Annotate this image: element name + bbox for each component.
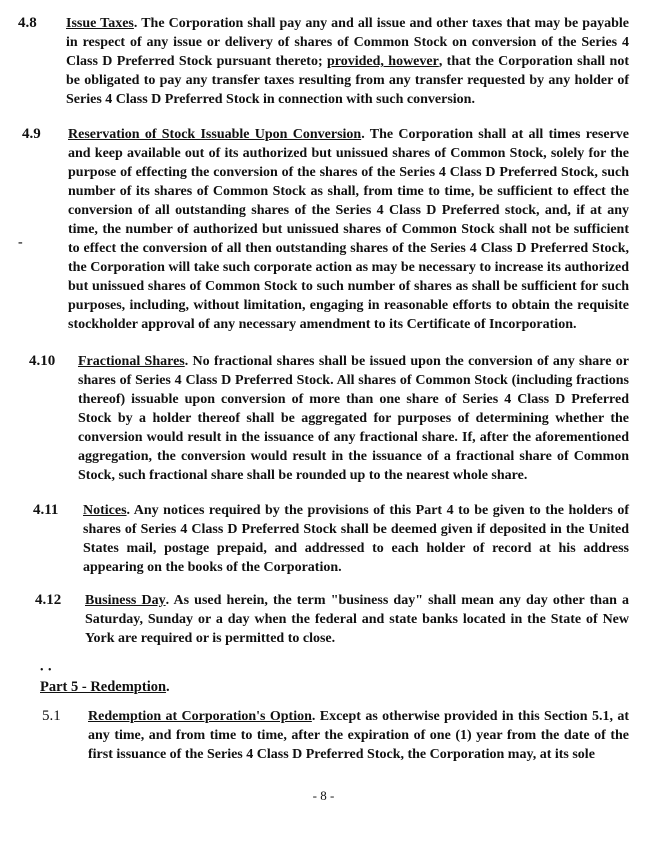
section-number: 4.11	[33, 502, 59, 518]
section-text: , that the Corporation shall not be obligated to pay any transfer taxes resulting from any transfer requested by any holder of Series 4 Class D Preferred Stock in connection with such conversion.	[66, 54, 629, 107]
section-body	[83, 501, 629, 577]
section-body	[78, 352, 629, 485]
section-text: . Any notices required by the provisions of this Part 4 to be given to the holders of shares of Series 4 Class D Preferred Stock shall be deemed given if deposited in the United States mail, postage prepaid, and addressed to each holder of record at his address appearing on the books of the Corporation.	[83, 503, 629, 575]
section-number: 4.12	[35, 592, 62, 608]
section-body	[66, 14, 629, 109]
section-heading: Business Day	[85, 593, 166, 608]
section-heading: Fractional Shares	[78, 354, 185, 369]
section-body	[85, 591, 629, 648]
section-5-1	[42, 707, 629, 764]
part-heading-text: Part 5 - Redemption	[40, 679, 167, 695]
section-text: . No fractional shares shall be issued upon the conversion of any share or shares of Series 4 Class D Preferred Stock. All shares of Common Stock (including fractions thereof) issuable upon conversion of more than one share of Series 4 Class D Preferred Stock by a holder thereof shall be aggregated for purposes of determining whether the conversion would result in the issuance of any fractional share. If, after the aforementioned aggregation, the conversion would result in the issuance of a fractional share of Common Stock, such fractional share shall be rounded up to the nearest whole share.	[78, 354, 630, 483]
section-text: . As used herein, the term "business day" shall mean any day other than a Saturday, Sunday or a day when the federal and state banks located in the State of New York are required or is permitted to close.	[85, 593, 630, 646]
margin-dots: • •	[40, 665, 53, 676]
section-body	[88, 707, 629, 764]
section-number: 5.1	[42, 708, 61, 724]
emphasis-text: provided, however	[327, 54, 439, 69]
section-4-11	[33, 501, 629, 577]
section-heading: Issue Taxes	[66, 16, 134, 31]
section-heading: Notices	[83, 503, 127, 518]
section-number: 4.10	[29, 353, 56, 369]
section-number: 4.8	[18, 15, 37, 31]
part-heading	[40, 678, 629, 697]
section-number: 4.9	[22, 126, 41, 142]
section-text: . The Corporation shall at all times reserve and keep available out of its authorized but unissued shares of Common Stock, solely for the purpose of effecting the conversion of the shares of the Series 4 Class D Preferred Stock, such number of its shares of Common Stock as shall, from time to time, be sufficient to effect the conversion of all outstanding shares of the Series 4 Class D Preferred stock, and, if at any time, the number of authorized but unissued shares of Common Stock shall not be sufficient to effect the conversion of all then outstanding shares of the Series 4 Class D Preferred Stock, the Corporation will take such corporate action as may be necessary to increase its authorized but unissued shares of Common Stock to such number of shares as shall be sufficient for such purposes, including, without limitation, engaging in reasonable efforts to obtain the requisite stockholder approval of any necessary amendment to its Certificate of Incorporation.	[68, 127, 629, 332]
section-heading: Reservation of Stock Issuable Upon Conversion	[68, 127, 362, 142]
part-heading-period: .	[166, 679, 170, 695]
section-text: . Except as otherwise provided in this Section 5.1, at any time, and from time to time, after the expiration of one (1) year from the date of the first issuance of the Series 4 Class D Preferred Stock, the Corporation may, at its sole	[88, 709, 629, 762]
section-4-10	[29, 352, 629, 485]
page-number: - 8 -	[312, 788, 335, 803]
section-4-9	[22, 125, 629, 334]
section-body	[68, 125, 629, 334]
section-4-8	[18, 14, 629, 109]
section-text: . The Corporation shall pay any and all issue and other taxes that may be payable in respect of any issue or delivery of shares of Common Stock on conversion of the Series 4 Class D Preferred Stock pursuant thereto;	[66, 16, 629, 69]
section-heading: Redemption at Corporation's Option	[88, 709, 312, 724]
margin-mark: -	[18, 235, 23, 250]
section-4-12	[35, 591, 629, 648]
